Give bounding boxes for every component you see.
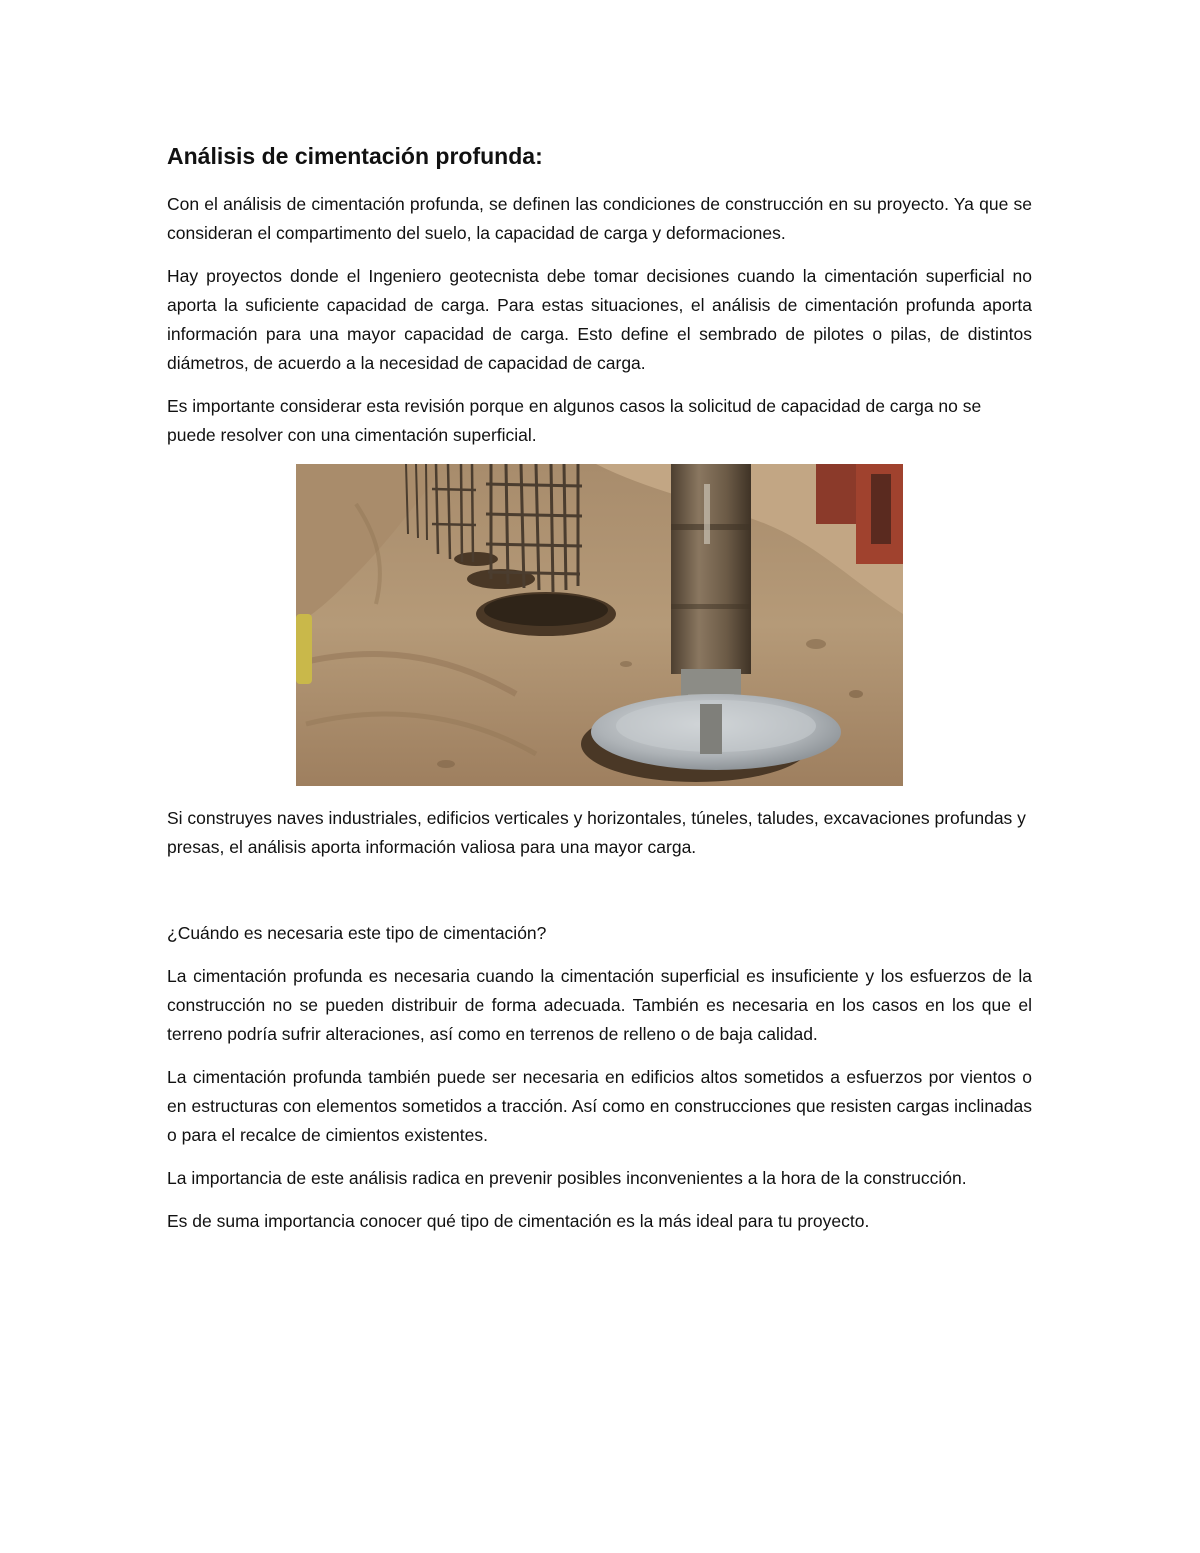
paragraph-intro: Con el análisis de cimentación profunda, se definen las condiciones de construcción en su proyecto. Ya que se consideran el compartimento del suelo, la capacidad de carga y deformaciones. bbox=[167, 194, 1032, 243]
document-page bbox=[167, 140, 1032, 1250]
paragraph-when-needed: La cimentación profunda es necesaria cuando la cimentación superficial es insuficiente y los esfuerzos de la construcción no se pueden distribuir de forma adecuada. También es necesaria en los casos en los que el terreno podría sufrir alteraciones, así como en terrenos de relleno o de baja calidad. bbox=[167, 966, 1032, 1044]
paragraph-applications: Si construyes naves industriales, edificios verticales y horizontales, túneles, taludes, excavaciones profundas y presas, el análisis aporta información valiosa para una mayor carga. bbox=[167, 808, 1026, 857]
construction-photo bbox=[296, 464, 903, 786]
question-heading: ¿Cuándo es necesaria este tipo de cimentación? bbox=[167, 923, 547, 943]
document-title: Análisis de cimentación profunda: bbox=[167, 143, 543, 169]
paragraph-geotechnical: Hay proyectos donde el Ingeniero geotecnista debe tomar decisiones cuando la cimentación superficial no aporta la suficiente capacidad de carga. Para estas situaciones, el análisis de cimentación profunda aporta información para una mayor capacidad de carga. Esto define el sembrado de pilotes o pilas, de distintos diámetros, de acuerdo a la necesidad de capacidad de carga. bbox=[167, 266, 1032, 373]
paragraph-prevention: La importancia de este análisis radica en prevenir posibles inconvenientes a la hora de la construcción. bbox=[167, 1168, 967, 1188]
spacer bbox=[167, 876, 1032, 919]
pile-drilling-illustration bbox=[296, 464, 903, 786]
paragraph-importance: Es importante considerar esta revisión porque en algunos casos la solicitud de capacidad de carga no se puede resolver con una cimentación superficial. bbox=[167, 396, 982, 445]
paragraph-tall-buildings: La cimentación profunda también puede ser necesaria en edificios altos sometidos a esfuerzos por vientos o en estructuras con elementos sometidos a tracción. Así como en construcciones que resisten cargas inclinadas o para el recalce de cimientos existentes. bbox=[167, 1067, 1032, 1145]
paragraph-conclusion: Es de suma importancia conocer qué tipo de cimentación es la más ideal para tu proyecto. bbox=[167, 1211, 870, 1231]
